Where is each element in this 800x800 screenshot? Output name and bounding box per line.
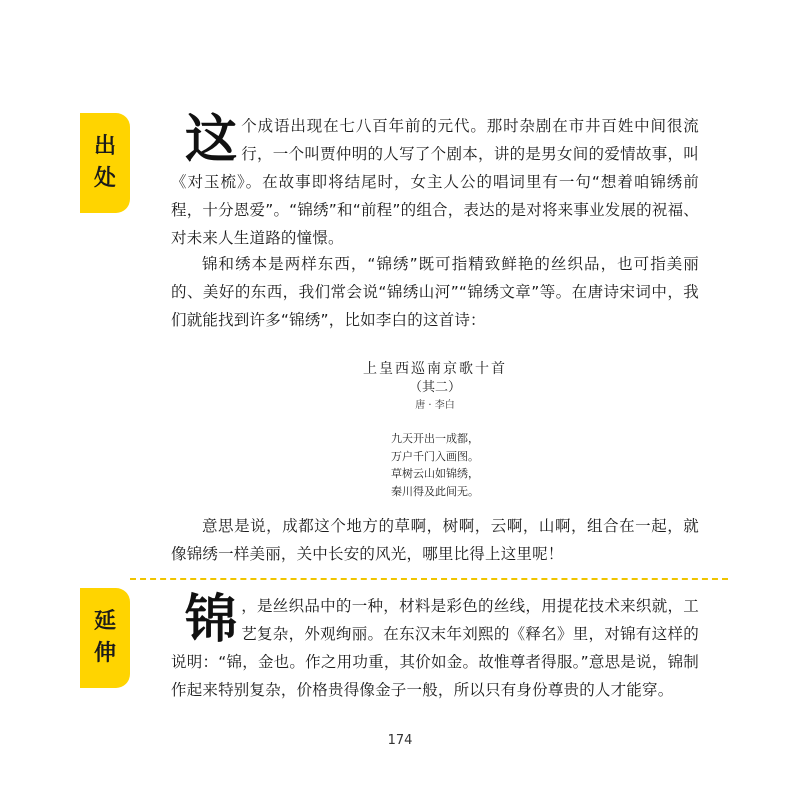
paragraph-meaning [171,512,699,568]
poem-line: 万户千门入画图。 [391,449,479,463]
paragraph-text: ，是丝织品中的一种，材料是彩色的丝线，用提花技术来织就，工艺复杂，外观绚丽。在东汉末年刘熙的《释名》里，对锦有这样的说明：“锦，金也。作之用功重，其价如金。故惟尊者得服。”意思是说，锦制作起来特别复杂，价格贵得像金子一般，所以只有身份尊贵的人才能穿。 [171,597,699,699]
section-divider [130,578,728,580]
section-tab-origin [80,113,130,213]
poem-lines [391,430,479,500]
paragraph-jinxiu [171,250,699,334]
paragraph-text: 个成语出现在七八百年前的元代。那时杂剧在市井百姓中间很流行，一个叫贾仲明的人写了个剧本，讲的是男女间的爱情故事，叫《对玉梳》。在故事即将结尾时，女主人公的唱词里有一句“想着咱锦绣前程，十分恩爱”。“锦绣”和“前程”的组合，表达的是对将来事业发展的祝福、对未来人生道路的憧憬。 [171,117,699,247]
drop-cap: 这 [185,110,238,170]
poem-line: 九天开出一成都， [391,432,479,445]
poem-line: 草树云山如锦绣， [391,467,479,480]
tab-char: 延 [93,609,116,634]
drop-cap: 锦 [185,590,238,650]
tab-char: 伸 [93,641,116,666]
poem-line: 秦川得及此间无。 [391,484,479,498]
section-tab-extension [80,588,130,688]
poem-author: 唐 · 李白 [415,400,455,411]
page-number: 174 [387,733,413,748]
poem-title: 上皇西巡南京歌十首 [363,361,507,377]
paragraph-origin [171,112,699,252]
paragraph-text: 意思是说，成都这个地方的草啊，树啊，云啊，山啊，组合在一起，就像锦绣一样美丽，关中长安的风光，哪里比得上这里呢！ [171,517,699,563]
paragraph-extension [171,592,699,704]
tab-char: 处 [93,166,116,191]
poem-subtitle: （其二） [408,380,461,395]
paragraph-text: 锦和绣本是两样东西，“锦绣”既可指精致鲜艳的丝织品，也可指美丽的、美好的东西，我们常会说“锦绣山河”“锦绣文章”等。在唐诗宋词中，我们就能找到许多“锦绣”，比如李白的这首诗： [171,255,699,329]
tab-char: 出 [93,134,116,159]
poem-block [171,360,699,500]
